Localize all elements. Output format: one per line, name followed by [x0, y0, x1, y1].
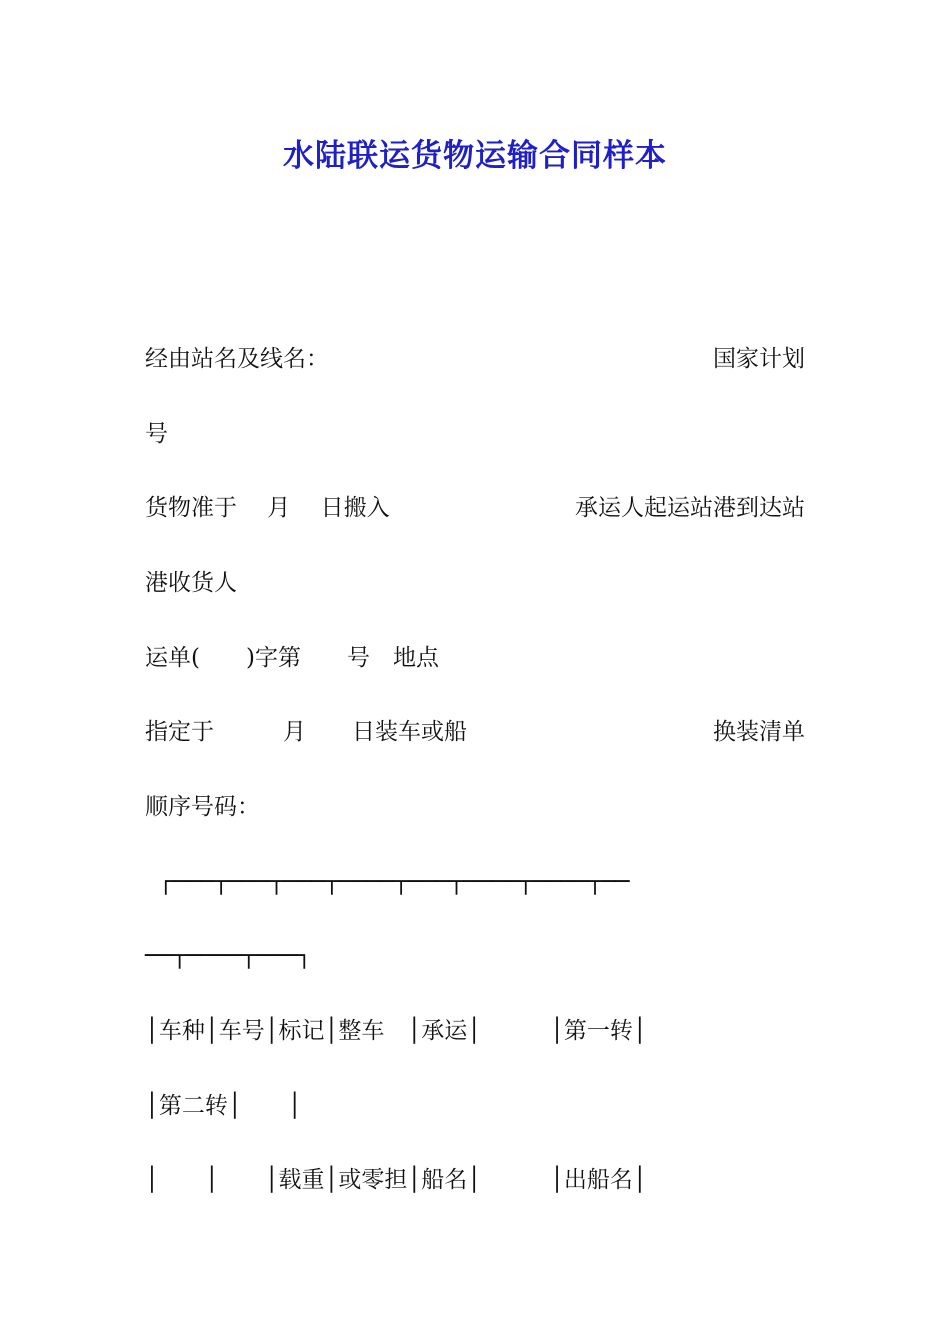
line-sequence-number: [145, 790, 805, 824]
table-header-row-1-continued: │第二转│ │: [145, 1093, 302, 1119]
page-title: 水陆联运货物运输合同样本: [283, 138, 667, 174]
line-waybill: [145, 641, 805, 675]
waybill-label: 运单( )字第 号 地点: [145, 645, 439, 671]
line-route: [145, 342, 805, 376]
table-border-top-continued: ──┬────┬───┐: [145, 943, 312, 969]
loading-date-label: 指定于 月 日装车或船: [145, 719, 467, 745]
consignee-label: 港收货人: [145, 570, 237, 596]
table-header-row-1: │车种│车号│标记│整车 │承运│ │第一转│: [145, 1018, 647, 1044]
line-loading-date: [145, 715, 805, 749]
carrier-station-label: 承运人起运站港到达站: [575, 495, 805, 521]
transfer-list-label: 换装清单: [713, 719, 805, 745]
line-plan-number: [145, 417, 805, 451]
national-plan-label: 国家计划: [713, 346, 805, 372]
table-border-top: ┌───┬───┬───┬────┬───┬────┬────┬──: [145, 869, 630, 895]
plan-number-label: 号: [145, 421, 168, 447]
line-consignee: [145, 566, 805, 600]
sequence-number-label: 顺序号码：: [145, 794, 260, 820]
line-delivery-date: [145, 491, 805, 525]
table-header-row-2: │ │ │载重│或零担│船名│ │出船名│: [145, 1167, 647, 1193]
delivery-date-label: 货物准于 月 日搬入: [145, 495, 390, 521]
route-label: 经由站名及线名：: [145, 346, 329, 372]
